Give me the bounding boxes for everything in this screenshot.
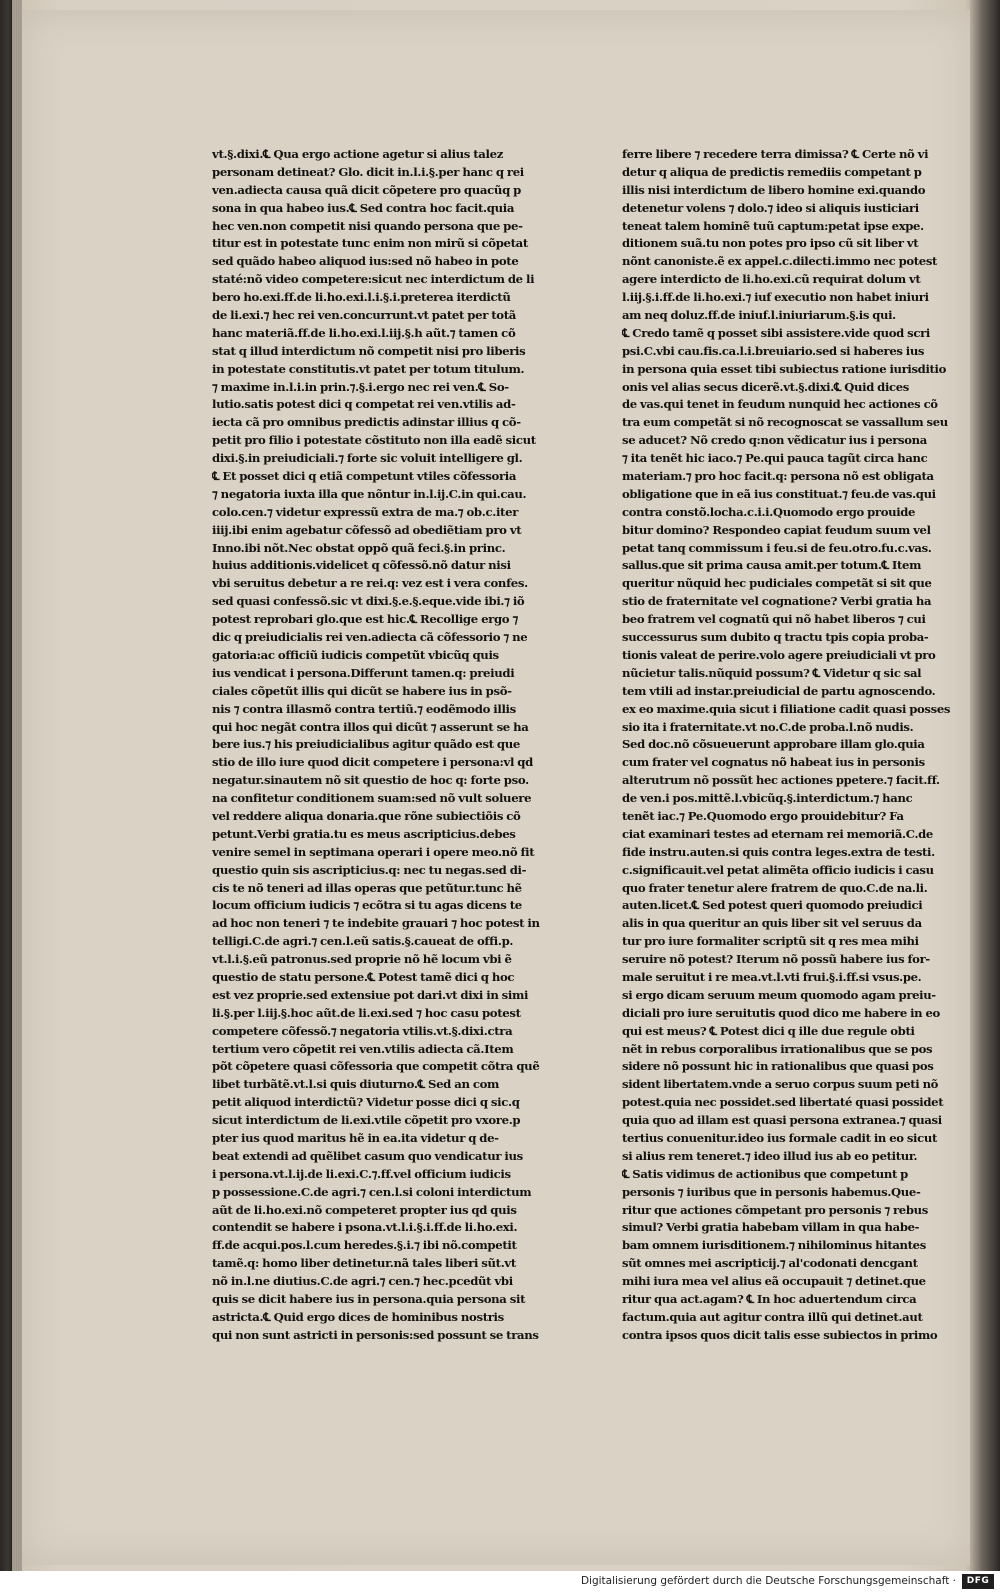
text-line: telligi.C.de agri.⁊ cen.l.eũ satis.§.caueat de offi.p. (212, 934, 514, 949)
text-line: obligatione que in eã ius constituat.⁊ feu.de vas.qui (622, 486, 936, 501)
text-line: sallus.que sit prima causa amit.per totum.℄ Item (622, 558, 922, 573)
funding-credit: Digitalisierung gefördert durch die Deutsche Forschungsgemeinschaft · (580, 1575, 956, 1587)
text-line: ff.de acqui.pos.l.cum heredes.§.i.⁊ ibi nõ.competit (212, 1238, 517, 1253)
text-line: ℄ Et posset dici q etiã competunt vtiles cõfessoria (212, 469, 517, 484)
text-line: lutio.satis potest dici q competat rei ven.vtilis ad- (212, 397, 516, 412)
text-line: male seruitut i re mea.vt.l.vti frui.§.i.ff.si vsus.pe. (622, 969, 922, 984)
text-line: aũt de li.ho.exi.nõ competeret propter ius qd quis (212, 1202, 517, 1217)
left-text-column (212, 146, 545, 1345)
text-line: ℄ Credo tamẽ q posset sibi assistere.vide quod scri (622, 325, 930, 340)
text-line: dic q preiudicialis rei ven.adiecta cã cõfessorio ⁊ ne (212, 630, 528, 645)
text-line: nis ⁊ contra illasmõ contra tertiũ.⁊ eodẽmodo illis (212, 701, 516, 716)
text-line: ven.adiecta causa quã dicit cõpetere pro quacũq p (212, 182, 521, 197)
text-line: ciales cõpetũt illis qui dicũt se habere ius in psõ- (212, 683, 512, 698)
text-line: stio de illo iure quod dicit competere i persona:vl qd (212, 755, 533, 770)
text-line: tenẽt iac.⁊ Pe.Quomodo ergo prouidebitur? Fa (622, 808, 904, 823)
text-line: nõnt canoniste.ẽ ex appel.c.dilecti.immo nec potest (622, 254, 938, 269)
text-line: petit pro filio i potestate cõstituto non illa eadẽ sicut (212, 433, 536, 448)
text-line: qui non sunt astricti in personis:sed possunt se trans (212, 1327, 539, 1342)
text-line: quo frater tenetur alere fratrem de quo.C.de na.li. (622, 880, 928, 895)
text-line: de li.exi.⁊ hec rei ven.concurrunt.vt patet per totã (212, 308, 517, 323)
text-line: vel reddere aliqua donaria.que rõne subiectiõis cõ (212, 808, 521, 823)
text-line: fide instru.auten.si quis contra leges.extra de testi. (622, 844, 935, 859)
text-line: tionis valeat de perire.volo agere preiudiciali vt pro (622, 647, 936, 662)
text-line: ⁊ maxime in.l.i.in prin.⁊.§.i.ergo nec rei ven.℄ So- (212, 379, 509, 394)
text-line: sidere nõ possunt hic in rationalibus que quasi pos (622, 1059, 934, 1074)
text-line: ex eo maxime.quia sicut i filiatione cadit quasi posses (622, 701, 951, 716)
text-line: stio de fraternitate vel cognatione? Verbi gratia ha (622, 594, 932, 609)
text-line: nũcietur talis.nũquid possum? ℄ Videtur q sic sal (622, 665, 922, 680)
text-line: diciali pro iure seruitutis quod dico me habere in eo (622, 1005, 940, 1020)
text-line: de vas.qui tenet in feudum nunquid hec actiones cõ (622, 397, 938, 412)
text-line: l.iij.§.i.ff.de li.ho.exi.⁊ iuf executio non habet iniuri (622, 290, 929, 305)
text-line: vbi seruitus debetur a re rei.q: vez est i vera confes. (212, 576, 528, 591)
text-line: si ergo dicam seruum meum quomodo agam preiu- (622, 987, 936, 1002)
text-line: dixi.§.in preiudiciali.⁊ forte sic voluit intelligere gl. (212, 451, 523, 466)
text-line: vt.l.i.§.eũ patronus.sed proprie nõ hẽ locum vbi ẽ (212, 952, 512, 967)
text-line: Sed doc.nõ cõsueuerunt approbare illam glo.quia (622, 737, 925, 752)
text-line: sicut interdictum de li.exi.vtile cõpetit pro vxore.p (212, 1113, 521, 1128)
text-line: beo fratrem vel cognatũ qui nõ habet liberos ⁊ cui (622, 612, 926, 627)
text-line: cis te nõ teneri ad illas operas que petũtur.tunc hẽ (212, 880, 522, 895)
text-line: materiam.⁊ pro hoc facit.q: persona nõ est obligata (622, 469, 934, 484)
text-line: pter ius quod maritus hẽ in ea.ita videtur q de- (212, 1130, 499, 1145)
text-line: nẽt in rebus corporalibus irrationalibus que se pos (622, 1041, 933, 1056)
page-edge-right (970, 0, 1000, 1593)
text-line: ciat examinari testes ad eternam rei memoriã.C.de (622, 826, 933, 841)
text-line: i persona.vt.l.ij.de li.exi.C.⁊.ff.vel officium iudicis (212, 1166, 511, 1181)
text-line: personis ⁊ iuribus que in personis habemus.Que- (622, 1184, 921, 1199)
text-line: huius additionis.videlicet q cõfessõ.nõ datur nisi (212, 558, 511, 573)
text-line: Inno.ibi nõt.Nec obstat oppõ quã feci.§.in princ. (212, 540, 506, 555)
text-line: hec ven.non competit nisi quando persona que pe- (212, 218, 523, 233)
text-line: p possessione.C.de agri.⁊ cen.l.si coloni interdictum (212, 1184, 532, 1199)
right-text-column (622, 146, 953, 1345)
text-line: tra eum competãt si nõ recognoscat se vassallum seu (622, 415, 948, 430)
text-line: iiij.ibi enim agebatur cõfessõ ad obediẽtiam pro vt (212, 522, 522, 537)
text-line: est vez proprie.sed extensiue pot dari.vt dixi in simi (212, 987, 529, 1002)
text-line: queritur nũquid hec pudiciales competãt si sit que (622, 576, 932, 591)
text-line: alterutrum nõ possũt hec actiones ppetere.⁊ facit.ff. (622, 773, 940, 788)
text-line: c.significauit.vel petat alimẽta officio iudicis i casu (622, 862, 934, 877)
text-line: bam omnem iurisditionem.⁊ nihilominus hitantes (622, 1238, 926, 1253)
text-line: contra ipsos quos dicit talis esse subiectos in primo (622, 1327, 938, 1342)
text-line: illis nisi interdictum de libero homine exi.quando (622, 182, 926, 197)
text-line: tertius conuenitur.ideo ius formale cadit in eo sicut (622, 1130, 937, 1145)
text-line: quis se dicit habere ius in persona.quia persona sit (212, 1292, 526, 1306)
text-line: sona in qua habeo ius.℄ Sed contra hoc facit.quia (212, 200, 515, 215)
text-line: sũt omnes mei ascripticij.⁊ al'codonati dencgant (622, 1256, 918, 1271)
footer-bar (0, 1571, 1000, 1593)
text-line: se aducet? Nõ credo q:non vẽdicatur ius i persona (622, 433, 927, 448)
text-line: gatoria:ac officiũ iudicis competũt vbicũq quis (212, 647, 499, 662)
text-line: sio ita i fraternitate.vt no.C.de proba.l.nõ nudis. (622, 719, 914, 734)
text-line: beat extendi ad quẽlibet casum quo vendicatur ius (212, 1148, 523, 1163)
text-line: sed quãdo habeo aliquod ius:sed nõ habeo in pote (212, 254, 519, 269)
text-line: tem vtili ad instar.preiudicial de partu agnoscendo. (622, 683, 936, 698)
text-line: seruire nõ potest? Iterum nõ possũ habere ius for- (622, 952, 930, 967)
text-line: tur pro iure formaliter scriptũ sit q res mea mihi (622, 934, 919, 949)
text-line: agere interdicto de li.ho.exi.cũ requirat dolum vt (622, 272, 921, 287)
text-line: alis in qua queritur an quis liber sit vel seruus da (622, 916, 922, 931)
text-line: ritur qua act.agam? ℄ In hoc aduertendum circa (622, 1292, 917, 1306)
text-line: põt cõpetere quasi cõfessoria que competit cõtra quẽ (212, 1059, 540, 1074)
text-line: ditionem suã.tu non potes pro ipso cũ sit liber vt (622, 236, 919, 251)
text-line: simul? Verbi gratia habebam villam in qua habe- (622, 1220, 920, 1235)
text-line: questio de statu persone.℄ Potest tamẽ dici q hoc (212, 969, 515, 984)
text-line: mihi iura mea vel alius eã occupauit ⁊ detinet.que (622, 1274, 926, 1289)
text-line: petat tanq commissum i feu.si de feu.otro.fu.c.vas. (622, 540, 932, 555)
text-line: contendit se habere i psona.vt.l.i.§.i.ff.de li.ho.exi. (212, 1220, 518, 1235)
text-line: ius vendicat i persona.Differunt tamen.q: preiudi (212, 665, 515, 680)
text-line: si alius rem teneret.⁊ ideo illud ius ab eo petitur. (622, 1148, 918, 1163)
text-line: potest reprobari glo.que est hic.℄ Recollige ergo ⁊ (212, 612, 518, 627)
text-line: contra constõ.locha.c.i.i.Quomodo ergo prouide (622, 504, 916, 519)
text-line: sed quasi confessõ.sic vt dixi.§.e.§.eque.vide ibi.⁊ iõ (212, 594, 525, 609)
text-line: petit aliquod interdictũ? Videtur posse dici q sic.q (212, 1095, 520, 1110)
text-line: ⁊ ita tenẽt hic iaco.⁊ Pe.qui pauca tagũt circa hanc (622, 451, 928, 466)
text-line: in potestate constitutis.vt patet per totum titulum. (212, 361, 525, 376)
text-line: psi.C.vbi cau.fis.ca.l.i.breuiario.sed si haberes ius (622, 343, 925, 358)
text-line: ⁊ negatoria iuxta illa que nõntur in.l.ij.C.in qui.cau. (212, 486, 527, 501)
text-line: detur q aliqua de predictis remediis competant p (622, 164, 922, 179)
text-line: questio quin sis ascripticius.q: nec tu negas.sed di- (212, 862, 527, 877)
text-line: ferre libere ⁊ recedere terra dimissa? ℄ Certe nõ vi (622, 147, 929, 161)
text-line: negatur.sinautem nõ sit questio de hoc q: forte pso. (212, 773, 529, 788)
text-line: teneat talem hominẽ tuũ captum:petat ipse expe. (622, 218, 924, 233)
text-line: cum frater vel cognatus nõ habeat ius in personis (622, 755, 925, 770)
text-line: staté:nõ video competere:sicut nec interdictum de li (212, 272, 535, 287)
text-line: quia quo ad illam est quasi persona extranea.⁊ quasi (622, 1113, 942, 1128)
text-line: colo.cen.⁊ videtur expressũ extra de ma.⁊ ob.c.iter (212, 504, 519, 519)
text-line: li.§.per l.iij.§.hoc aũt.de li.exi.sed ⁊ hoc casu potest (212, 1005, 521, 1020)
dfg-logo: DFG (962, 1574, 994, 1589)
text-line: libet turbãtẽ.vt.l.si quis diuturno.℄ Sed an com (212, 1077, 500, 1092)
text-line: astricta.℄ Quid ergo dices de hominibus nostris (212, 1309, 504, 1324)
text-line: qui est meus? ℄ Potest dici q ille due regule obti (622, 1023, 915, 1038)
text-line: auten.licet.℄ Sed potest queri quomodo preiudici (622, 898, 923, 913)
text-line: competere cõfessõ.⁊ negatoria vtilis.vt.§.dixi.ctra (212, 1023, 513, 1038)
text-line: in persona quia esset tibi subiectus ratione iurisditio (622, 361, 947, 376)
text-line: nõ in.l.ne diutius.C.de agri.⁊ cen.⁊ hec.pcedũt vbi (212, 1274, 513, 1289)
text-line: bitur domino? Respondeo capiat feudum suum vel (622, 522, 931, 537)
text-line: qui hoc negãt contra illos qui dicũt ⁊ asserunt se ha (212, 719, 529, 734)
text-line: ritur que actiones cõmpetant pro personis ⁊ rebus (622, 1202, 928, 1217)
text-line: na confitetur conditionem suam:sed nõ vult soluere (212, 791, 532, 806)
text-line: iecta cã pro omnibus predictis adinstar illius q cõ- (212, 415, 521, 430)
text-line: detenetur volens ⁊ dolo.⁊ ideo si aliquis iusticiari (622, 200, 919, 215)
text-line: personam detineat? Glo. dicit in.l.i.§.per hanc q rei (212, 164, 524, 179)
text-line: am neq doluz.ff.de iniuf.l.iniuriarum.§.is qui. (622, 308, 896, 323)
text-line: ℄ Satis vidimus de actionibus que competunt p (622, 1166, 908, 1181)
text-line: sident libertatem.vnde a seruo corpus suum peti nõ (622, 1077, 939, 1092)
text-line: potest.quia nec possidet.sed libertaté quasi possidet (622, 1095, 944, 1110)
text-line: locum officium iudicis ⁊ ecõtra si tu agas dicens te (212, 898, 522, 913)
text-line: onis vel alias secus dicerẽ.vt.§.dixi.℄ Quid dices (622, 379, 909, 394)
text-line: vt.§.dixi.℄ Qua ergo actione agetur si alius talez (212, 147, 504, 161)
text-line: ad hoc non teneri ⁊ te indebite grauari ⁊ hoc potest in (212, 916, 540, 931)
text-line: bere ius.⁊ his preiudicialibus agitur quãdo est que (212, 737, 520, 752)
text-line: venire semel in septimana operari i opere meo.nõ fit (212, 844, 535, 859)
text-line: petunt.Verbi gratia.tu es meus ascripticius.debes (212, 826, 516, 841)
text-line: factum.quia aut agitur contra illũ qui detinet.aut (622, 1309, 923, 1324)
page-edge-left (12, 0, 22, 1593)
text-line: de ven.i pos.mittẽ.l.vbicũq.§.interdictum.⁊ hanc (622, 791, 913, 806)
text-line: stat q illud interdictum nõ competit nisi pro liberis (212, 343, 526, 358)
text-line: bero ho.exi.ff.de li.ho.exi.l.i.§.i.preterea iterdictũ (212, 290, 511, 305)
text-line: successurus sum dubito q tractu tpis copia proba- (622, 630, 929, 645)
text-line: tertium vero cõpetit rei ven.vtilis adiecta cã.Item (212, 1041, 514, 1056)
text-line: hanc materiã.ff.de li.ho.exi.l.iij.§.h aũt.⁊ tamen cõ (212, 325, 516, 340)
text-line: tamẽ.q: homo liber detinetur.nã tales liberi sũt.vt (212, 1256, 516, 1271)
text-line: titur est in potestate tunc enim non mirũ si cõpetat (212, 236, 528, 251)
